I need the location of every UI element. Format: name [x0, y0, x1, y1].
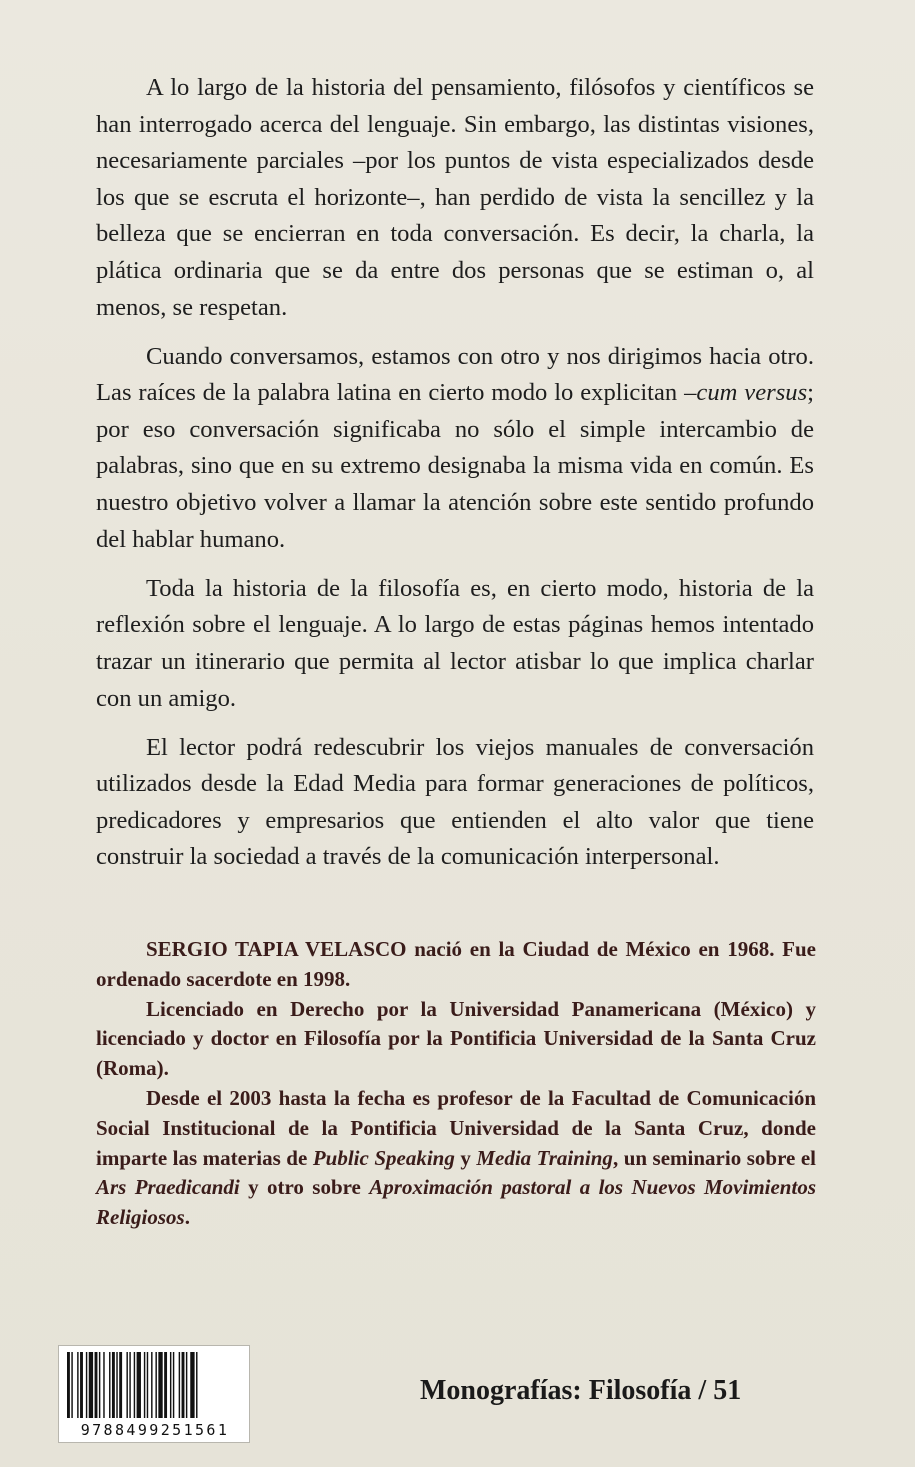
isbn-barcode: [58, 1345, 250, 1443]
author-bio-paragraph-1: SERGIO TAPIA VELASCO nació en la Ciudad de México en 1968. Fue ordenado sacerdote en 1998.: [96, 937, 816, 991]
synopsis-paragraph-4: El lector podrá redescubrir los viejos manuales de conversación utilizados desde la Edad Media para formar generaciones de políticos, predicadores y empresarios que entienden el alto valor que tiene construir la sociedad a través de la comunicación interpersonal.: [96, 733, 814, 871]
bio-text: y otro sobre: [239, 1175, 370, 1200]
synopsis-paragraph-3: Toda la historia de la filosofía es, en cierto modo, historia de la reflexión sobre el lenguaje. A lo largo de estas páginas hemos intentado trazar un itinerario que permita al lector atisbar lo que implica charlar con un amigo.: [96, 574, 814, 712]
course-title: Media Training: [476, 1145, 613, 1170]
synopsis-text: ; por eso conversación significaba no sólo el simple intercambio de palabras, sino que en su extremo designaba la misma vida en común. Es nuestro objetivo volver a llamar la atención sobre este sentido profundo del hablar humano.: [96, 379, 814, 553]
bio-text: y: [454, 1145, 477, 1170]
synopsis-text: Cuando conversamos, estamos con otro y nos dirigimos hacia otro. Las raíces de la palabra latina en cierto modo lo explicitan: [96, 342, 814, 407]
author-bio: [96, 935, 816, 1233]
bio-text: , un seminario sobre el: [612, 1145, 816, 1170]
barcode-bars-icon: [67, 1352, 243, 1418]
bio-text: .: [184, 1205, 190, 1230]
synopsis: [96, 70, 814, 888]
latin-phrase: –cum versus: [684, 379, 808, 407]
isbn-number: 9788499251561: [80, 1421, 230, 1439]
bio-text: Desde el 2003 hasta la fecha es profesor de la Facultad de Comunicación Social Institucional de la Pontificia Universidad de la Santa Cruz, donde imparte las materias de: [96, 1085, 816, 1170]
series-label: Monografías: Filosofía / 51: [420, 1375, 742, 1406]
course-title: Public Speaking: [312, 1145, 455, 1170]
synopsis-paragraph-2: [96, 339, 814, 559]
course-title: Ars Praedicandi: [96, 1175, 240, 1200]
author-bio-paragraph-3: [96, 1084, 816, 1233]
author-bio-paragraph-2: Licenciado en Derecho por la Universidad Panamericana (México) y licenciado y doctor en Filosofía por la Pontificia Universidad de la Santa Cruz (Roma).: [96, 996, 816, 1081]
synopsis-paragraph-1: A lo largo de la historia del pensamiento, filósofos y científicos se han interrogado acerca del lenguaje. Sin embargo, las distintas visiones, necesariamente parciales –por los puntos de vista especializados desde los que se escruta el horizonte–, han perdido de vista la sencillez y la belleza que se encierran en toda conversación. Es decir, la charla, la plática ordinaria que se da entre dos personas que se estiman o, al menos, se respetan.: [96, 74, 814, 321]
course-title: Aproximación pastoral a los Nuevos Movimientos Religiosos: [96, 1175, 816, 1230]
